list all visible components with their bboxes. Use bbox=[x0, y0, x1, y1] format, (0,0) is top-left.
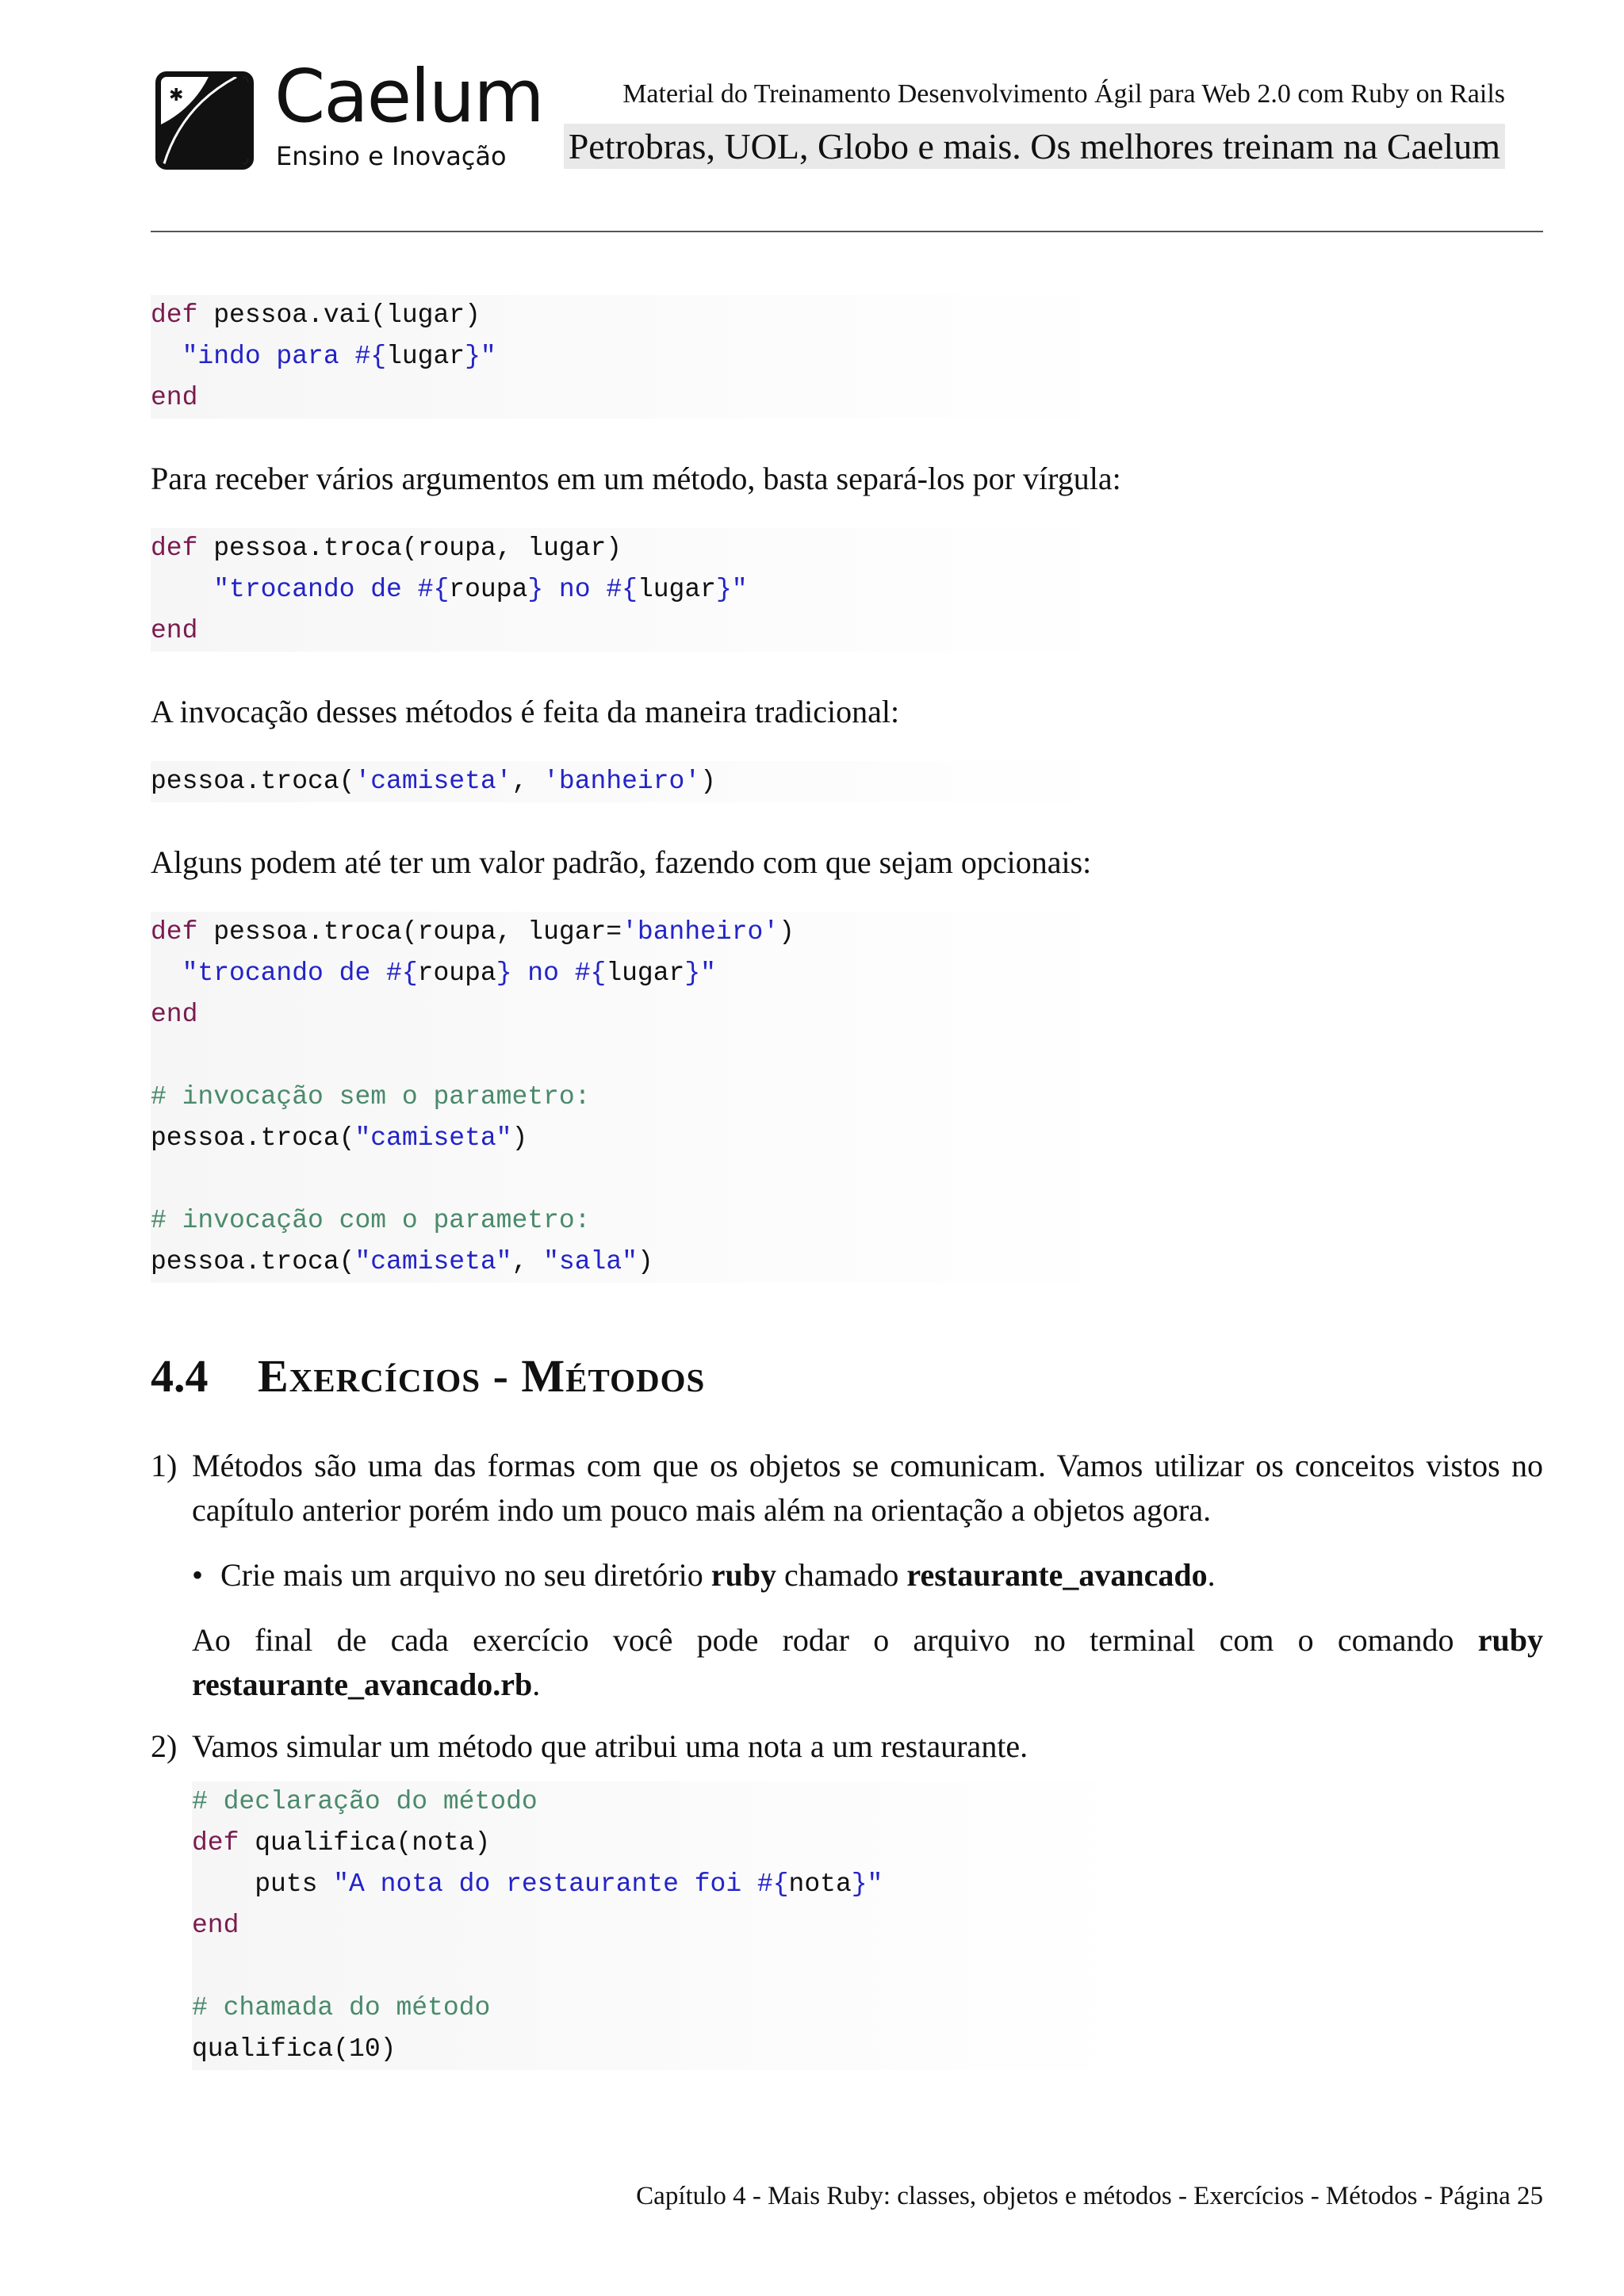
svg-text:✱: ✱ bbox=[169, 86, 184, 105]
code-comment: # declaração do método bbox=[192, 1787, 538, 1816]
code-text: puts bbox=[192, 1869, 334, 1899]
exercise-text: Vamos simular um método que atribui uma nota a um restaurante. bbox=[192, 1728, 1028, 1764]
code-block-invocation bbox=[151, 761, 1543, 802]
logo-subtitle: Ensino e Inovação bbox=[276, 141, 507, 171]
code-comment: # invocação com o parametro: bbox=[151, 1206, 591, 1235]
bullet-text: Crie mais um arquivo no seu diretório bbox=[220, 1557, 711, 1593]
header-tagline: Petrobras, UOL, Globo e mais. Os melhores treinam na Caelum bbox=[564, 124, 1505, 169]
section-heading bbox=[151, 1349, 1543, 1402]
code-var: nota bbox=[788, 1869, 852, 1899]
code-text: , bbox=[511, 1247, 544, 1276]
code-string: 'banheiro' bbox=[543, 767, 701, 796]
code-keyword: def bbox=[151, 917, 198, 947]
paragraph: A invocação desses métodos é feita da maneira tradicional: bbox=[151, 694, 900, 729]
section-title: Exercícios - Métodos bbox=[258, 1350, 706, 1402]
code-block-troca bbox=[151, 528, 1543, 652]
code-string: "sala" bbox=[543, 1247, 638, 1276]
code-keyword: def bbox=[151, 534, 198, 563]
code-text: qualifica(nota) bbox=[239, 1828, 491, 1858]
page-content bbox=[151, 285, 1543, 2070]
code-text: pessoa.troca(roupa, lugar) bbox=[197, 534, 622, 563]
code-block-vai bbox=[151, 295, 1543, 419]
code-string: }" bbox=[684, 959, 716, 988]
code-text: qualifica(10) bbox=[192, 2034, 396, 2064]
header-divider bbox=[151, 231, 1543, 232]
code-keyword: def bbox=[192, 1828, 239, 1858]
logo-name: Caelum bbox=[274, 54, 543, 139]
code-string: } no #{ bbox=[496, 959, 607, 988]
exercise-number: 2) bbox=[151, 1728, 178, 1764]
caelum-logo bbox=[155, 54, 543, 179]
code-text: pessoa.troca(roupa, lugar= bbox=[197, 917, 622, 947]
section-number: 4.4 bbox=[151, 1350, 209, 1402]
code-string: "camiseta" bbox=[354, 1123, 512, 1153]
note-command: ruby restaurante_avancado.rb bbox=[192, 1622, 1543, 1702]
header-course-title: Material do Treinamento Desenvolvimento Ágil para Web 2.0 com Ruby on Rails bbox=[622, 79, 1505, 109]
code-text: pessoa.troca( bbox=[151, 1247, 355, 1276]
code-text: , bbox=[511, 767, 544, 796]
page-footer: Capítulo 4 - Mais Ruby: classes, objetos e métodos - Exercícios - Métodos - Página 25 bbox=[636, 2182, 1543, 2210]
exercise-number: 1) bbox=[151, 1448, 178, 1483]
code-var: lugar bbox=[386, 342, 465, 371]
code-var: lugar bbox=[606, 959, 685, 988]
paragraph: Para receber vários argumentos em um método, basta separá-los por vírgula: bbox=[151, 461, 1121, 496]
code-string: } no #{ bbox=[527, 575, 638, 604]
page-header bbox=[0, 0, 1624, 238]
exercise-item-1 bbox=[151, 1444, 1543, 1707]
bullet-bold: ruby bbox=[710, 1557, 777, 1593]
code-string: 'camiseta' bbox=[354, 767, 512, 796]
exercise-item-2 bbox=[151, 1724, 1543, 2070]
code-string: "A nota do restaurante foi #{ bbox=[333, 1869, 789, 1899]
bullet-icon: • bbox=[192, 1557, 204, 1593]
code-var: roupa bbox=[449, 575, 528, 604]
bullet-text: . bbox=[1207, 1557, 1216, 1593]
code-string: "camiseta" bbox=[354, 1247, 512, 1276]
code-string: "trocando de #{ bbox=[213, 575, 450, 604]
paragraph: Alguns podem até ter um valor padrão, fazendo com que sejam opcionais: bbox=[151, 844, 1092, 880]
code-comment: # chamada do método bbox=[192, 1993, 491, 2022]
code-text: ) bbox=[700, 767, 716, 796]
bullet-bold: restaurante_avancado bbox=[906, 1557, 1208, 1593]
note-text: . bbox=[532, 1667, 541, 1702]
note-text: Ao final de cada exercício você pode rodar o arquivo no terminal com o comando bbox=[192, 1622, 1478, 1658]
exercise-text: Métodos são uma das formas com que os objetos se comunicam. Vamos utilizar os conceitos vistos no capítulo anterior porém indo um pouco mais além na orientação a objetos agora. bbox=[192, 1448, 1543, 1528]
code-text: ) bbox=[779, 917, 795, 947]
exercise-bullet bbox=[151, 1553, 1543, 1598]
code-text: pessoa.vai(lugar) bbox=[197, 300, 481, 330]
code-keyword: end bbox=[151, 1000, 198, 1029]
logo-emblem-icon bbox=[155, 71, 254, 170]
code-string: }" bbox=[465, 342, 496, 371]
code-keyword: end bbox=[151, 383, 198, 412]
code-keyword: end bbox=[192, 1911, 239, 1940]
code-string: }" bbox=[715, 575, 748, 604]
code-block-qualifica bbox=[192, 1781, 1543, 2070]
code-text: ) bbox=[511, 1123, 528, 1153]
code-comment: # invocação sem o parametro: bbox=[151, 1082, 591, 1112]
code-text: pessoa.troca( bbox=[151, 1123, 355, 1153]
code-keyword: end bbox=[151, 616, 198, 645]
code-string: "indo para #{ bbox=[182, 342, 387, 371]
code-var: lugar bbox=[637, 575, 716, 604]
exercise-note bbox=[192, 1618, 1543, 1707]
code-string: }" bbox=[851, 1869, 883, 1899]
code-var: roupa bbox=[417, 959, 496, 988]
code-string: 'banheiro' bbox=[622, 917, 779, 947]
code-block-default-param bbox=[151, 912, 1543, 1283]
code-string: "trocando de #{ bbox=[182, 959, 418, 988]
code-text: pessoa.troca( bbox=[151, 767, 355, 796]
code-text: ) bbox=[637, 1247, 653, 1276]
bullet-text: chamado bbox=[776, 1557, 907, 1593]
code-keyword: def bbox=[151, 300, 198, 330]
